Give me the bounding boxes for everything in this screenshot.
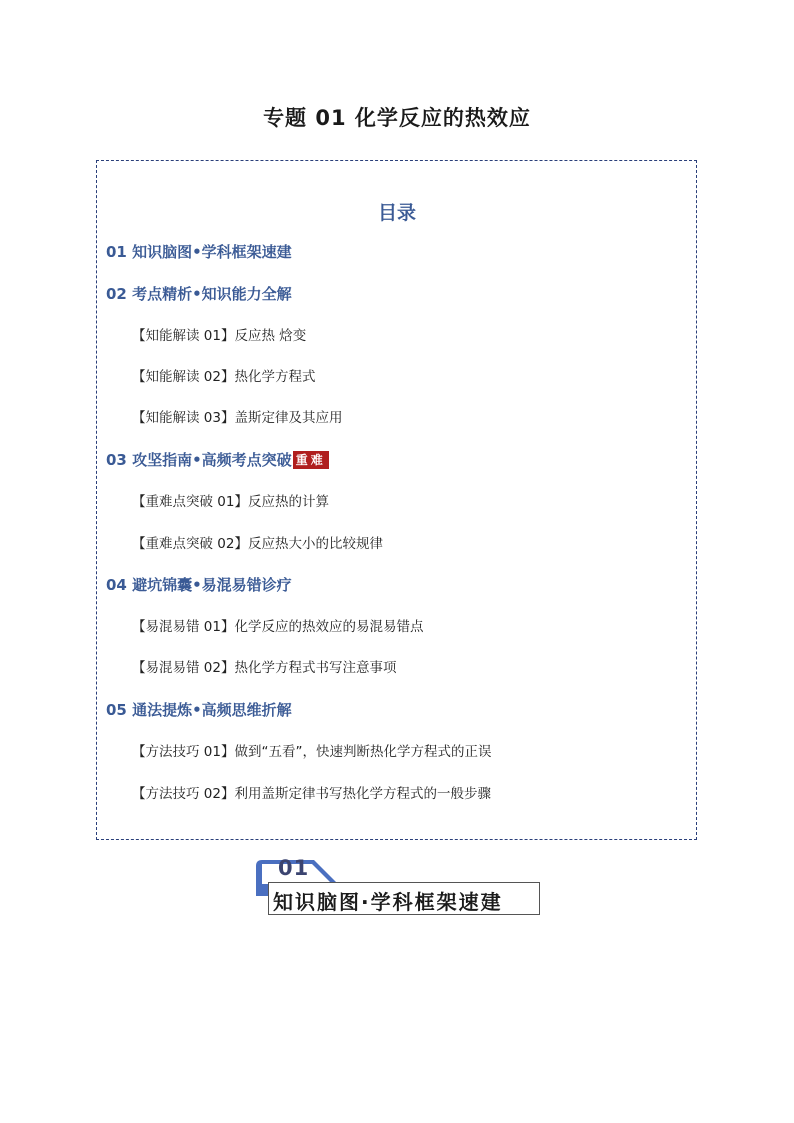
toc-section-05[interactable]: 05 通法提炼•高频思维折解: [106, 701, 292, 719]
toc-section-01[interactable]: 01 知识脑图•学科框架速建: [106, 243, 292, 261]
toc-item-03-01[interactable]: 【重难点突破 01】反应热的计算: [132, 494, 329, 510]
difficulty-badge: 重难: [293, 451, 329, 469]
toc-item-05-01[interactable]: 【方法技巧 01】做到“五看”，快速判断热化学方程式的正误: [132, 744, 492, 760]
section-banner: [256, 858, 546, 918]
toc-section-03[interactable]: [106, 450, 329, 470]
toc-section-04[interactable]: 04 避坑锦囊•易混易错诊疗: [106, 576, 292, 594]
banner-title: 知识脑图·学科框架速建: [273, 890, 503, 914]
toc-item-04-01[interactable]: 【易混易错 01】化学反应的热效应的易混易错点: [132, 619, 424, 635]
toc-item-02-03[interactable]: 【知能解读 03】盖斯定律及其应用: [132, 410, 343, 426]
toc-item-03-02[interactable]: 【重难点突破 02】反应热大小的比较规律: [132, 536, 383, 552]
toc-item-04-02[interactable]: 【易混易错 02】热化学方程式书写注意事项: [132, 660, 397, 676]
toc-section-03-label: 03 攻坚指南•高频考点突破: [106, 451, 292, 469]
toc-item-02-02[interactable]: 【知能解读 02】热化学方程式: [132, 369, 316, 385]
toc-item-02-01[interactable]: 【知能解读 01】反应热 焓变: [132, 328, 307, 344]
document-title: 专题 01 化学反应的热效应: [263, 106, 531, 130]
toc-item-05-02[interactable]: 【方法技巧 02】利用盖斯定律书写热化学方程式的一般步骤: [132, 786, 491, 802]
toc-heading: 目录: [377, 202, 416, 224]
toc-section-02[interactable]: 02 考点精析•知识能力全解: [106, 285, 292, 303]
banner-number: 01: [278, 856, 310, 880]
